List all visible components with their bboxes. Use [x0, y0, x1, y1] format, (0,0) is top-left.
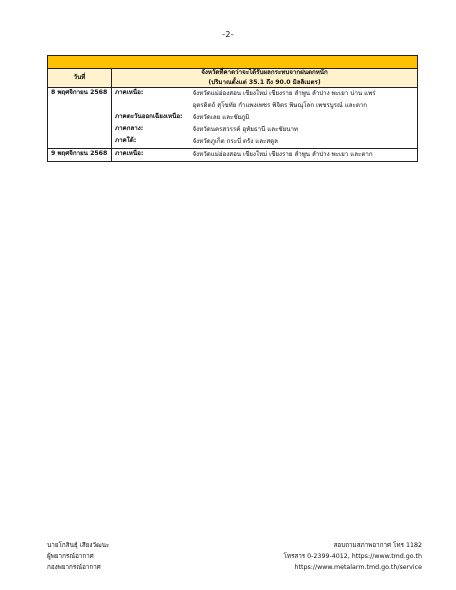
- fax-and-website: โทรสาร 0-2399-4012, https://www.tmd.go.th: [283, 553, 422, 560]
- province-list-line: จังหวัดแม่ฮ่องสอน เชียงใหม่ เชียงราย ลำพูน ลำปาง พะเยา น่าน แพร่: [192, 89, 376, 97]
- forecast-date: 9 พฤศจิกายน 2568: [48, 148, 112, 161]
- province-list-line: จังหวัดแม่ฮ่องสอน เชียงใหม่ เชียงราย ลำพูน ลำปาง พะเยา และตาก: [192, 150, 373, 158]
- region-label: ภาคใต้:: [112, 136, 190, 149]
- provinces-header-subtitle: (ปริมาณตั้งแต่ 35.1 ถึง 90.0 มิลลิเมตร): [208, 79, 321, 87]
- forecaster-division: กองพยากรณ์อากาศ: [47, 564, 101, 571]
- page-number: -2-: [222, 30, 234, 39]
- forecaster-position: ผู้พยากรณ์อากาศ: [47, 553, 94, 560]
- heavy-rain-forecast-table: [47, 55, 418, 162]
- weather-hotline: สอบถามสภาพอากาศ โทร 1182: [333, 542, 422, 549]
- region-label: ภาคเหนือ:: [112, 148, 190, 161]
- forecaster-signature-block: [47, 540, 109, 573]
- region-label: ภาคตะวันออกเฉียงเหนือ:: [112, 112, 190, 124]
- provinces-cell: [190, 87, 418, 112]
- table-row: [48, 87, 418, 112]
- province-list-line: จังหวัดภูเก็ต กระบี่ ตรัง และสตูล: [192, 137, 278, 145]
- forecaster-name: นายโกสินธุ์ เสียงวัฒนะ: [47, 542, 110, 549]
- provinces-column-header: [112, 69, 418, 88]
- contact-info-block: [283, 540, 422, 573]
- forecast-date: 8 พฤศจิกายน 2568: [48, 87, 112, 148]
- province-list-line: อุตรดิตถ์ สุโขทัย กำแพงเพชร พิจิตร พิษณุโลก เพชรบูรณ์ และตาก: [192, 101, 368, 109]
- metalarm-service-url: https://www.metalarm.tmd.go.th/service: [294, 564, 422, 571]
- table-header-row: [48, 69, 418, 88]
- table-row: [48, 148, 418, 161]
- table-banner-row: [48, 56, 418, 69]
- province-list-line: จังหวัดเลย และชัยภูมิ: [192, 113, 250, 121]
- provinces-cell: [190, 124, 418, 136]
- date-column-header: วันที่: [48, 69, 112, 88]
- provinces-cell: [190, 148, 418, 161]
- table-banner: [48, 56, 418, 69]
- region-label: ภาคกลาง:: [112, 124, 190, 136]
- province-list-line: จังหวัดนครสวรรค์ อุทัยธานี และชัยนาท: [192, 125, 298, 133]
- provinces-cell: [190, 136, 418, 149]
- provinces-cell: [190, 112, 418, 124]
- provinces-header-title: จังหวัดที่คาดว่าจะได้รับผลกระทบจากฝนตกหนัก: [201, 69, 328, 76]
- region-label: ภาคเหนือ:: [112, 87, 190, 112]
